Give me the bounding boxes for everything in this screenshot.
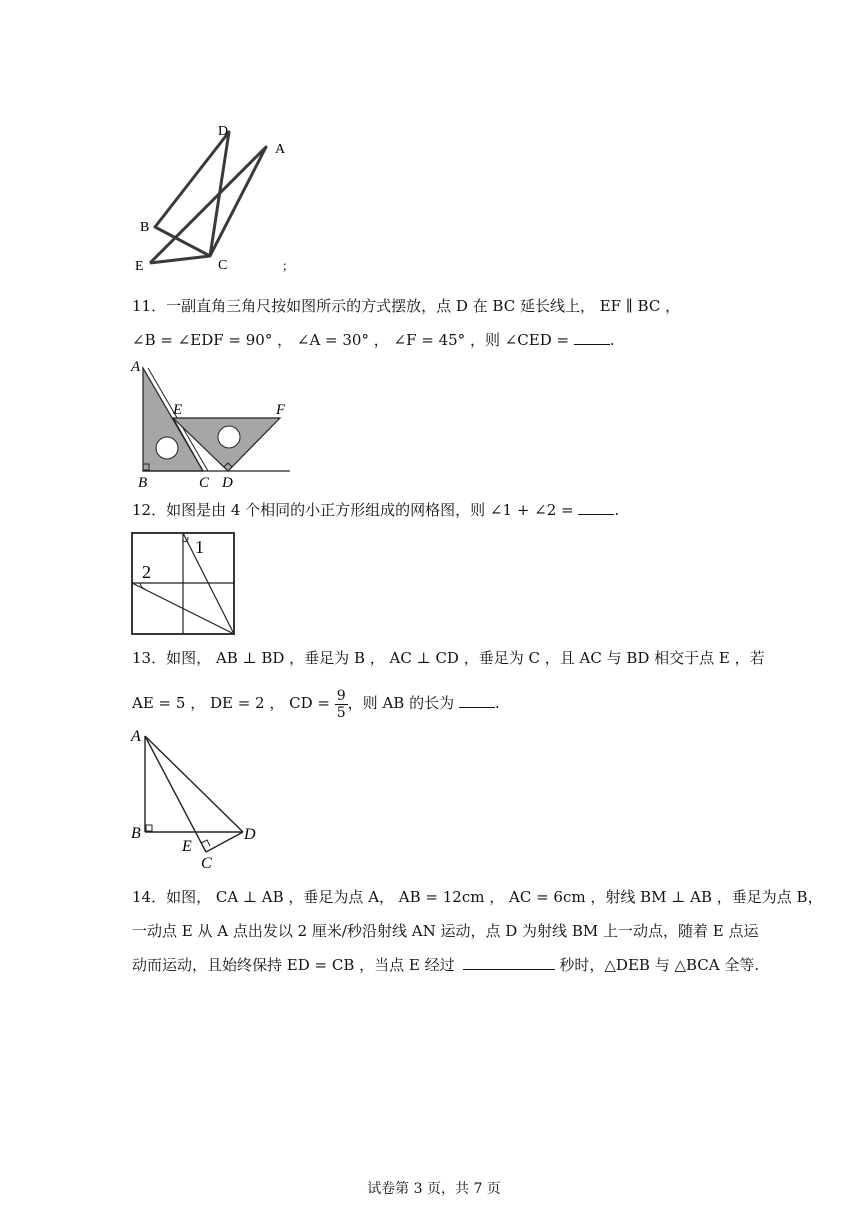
q11-end: . xyxy=(609,331,615,349)
fig13-label-e: E xyxy=(182,838,192,855)
fig11-label-b: B xyxy=(138,475,148,491)
q14-line3 xyxy=(132,955,759,975)
fig11-label-a: A xyxy=(131,359,141,375)
q12-end: . xyxy=(614,501,620,519)
q14-text-line3b: 秒时，△DEB 与 △BCA 全等. xyxy=(559,956,760,974)
fig12-label-1: 1 xyxy=(195,537,204,557)
fig10-label-d: D xyxy=(218,124,229,139)
fig10-label-a: A xyxy=(275,142,286,157)
q13-frac-den: 5 xyxy=(336,704,346,721)
fig11-label-f: F xyxy=(276,402,286,418)
q11-text-line1: 11．一副直角三角尺按如图所示的方式摆放，点 D 在 BC 延长线上， EF ∥ BC ， xyxy=(132,297,681,315)
q13-fraction-cd xyxy=(335,688,348,721)
fig10-line-e-a-c xyxy=(150,147,266,263)
figure-q11 xyxy=(128,356,298,491)
q13-text-line2a: AE = 5 ， DE = 2 ， CD = xyxy=(132,694,330,712)
fig12-arc-2 xyxy=(140,583,145,589)
fig10-label-c: C xyxy=(218,258,228,273)
q12-line1 xyxy=(132,500,619,520)
q11-text-line2: ∠B = ∠EDF = 90° ， ∠A = 30° ， ∠F = 45° ，则 ∠CED = xyxy=(132,331,570,349)
figure-q10 xyxy=(130,118,310,278)
q11-line2 xyxy=(132,330,615,350)
fig13-label-a: A xyxy=(131,728,141,745)
page-footer: 试卷第 3 页，共 7 页 xyxy=(367,1181,501,1197)
figure-q13 xyxy=(128,724,268,874)
q13-text-line2b: ，则 AB 的长为 xyxy=(347,694,455,712)
q14-text-line3a: 动而运动，且始终保持 ED = CB ，当点 E 经过 xyxy=(132,956,455,974)
fig10-stray-mark: ； xyxy=(282,259,295,273)
q14-text-line1: 14．如图， CA ⊥ AB ，垂足为点 A， AB = 12cm ， AC = 6cm ，射线 BM ⊥ AB ，垂足为点 B， xyxy=(132,888,823,906)
q13-frac-num: 9 xyxy=(336,687,346,704)
q14-line2 xyxy=(132,921,758,941)
fig10-label-b: B xyxy=(140,220,150,235)
q14-text-line2: 一动点 E 从 A 点出发以 2 厘米/秒沿射线 AN 运动，点 D 为射线 BM 上一动点，随着 E 点运 xyxy=(132,922,759,940)
fig10-label-e: E xyxy=(135,259,144,274)
q13-answer-blank[interactable] xyxy=(459,693,495,708)
q13-line2 xyxy=(132,685,500,721)
q14-answer-blank[interactable] xyxy=(463,955,555,970)
fig11-hole-right xyxy=(218,426,240,448)
fig11-label-c: C xyxy=(199,475,210,491)
q12-answer-blank[interactable] xyxy=(578,500,614,515)
fig13-label-d: D xyxy=(244,826,256,843)
q13-text-line1: 13．如图， AB ⊥ BD ，垂足为 B ， AC ⊥ CD ，垂足为 C ，且 AC 与 BD 相交于点 E ，若 xyxy=(132,649,765,667)
q13-end: . xyxy=(494,694,500,712)
q11-answer-blank[interactable] xyxy=(574,330,610,345)
fig12-label-2: 2 xyxy=(142,562,151,582)
q11-line1 xyxy=(132,296,680,316)
q13-line1 xyxy=(132,648,765,668)
fig13-label-c: C xyxy=(201,855,212,872)
fig11-hole-left xyxy=(156,437,178,459)
q14-line1 xyxy=(132,887,823,907)
fig11-label-d: D xyxy=(222,475,233,491)
fig11-label-e: E xyxy=(173,402,183,418)
fig13-label-b: B xyxy=(131,825,141,842)
figure-q12 xyxy=(130,531,238,637)
q12-text-line1: 12．如图是由 4 个相同的小正方形组成的网格图，则 ∠1 + ∠2 = xyxy=(132,501,574,519)
